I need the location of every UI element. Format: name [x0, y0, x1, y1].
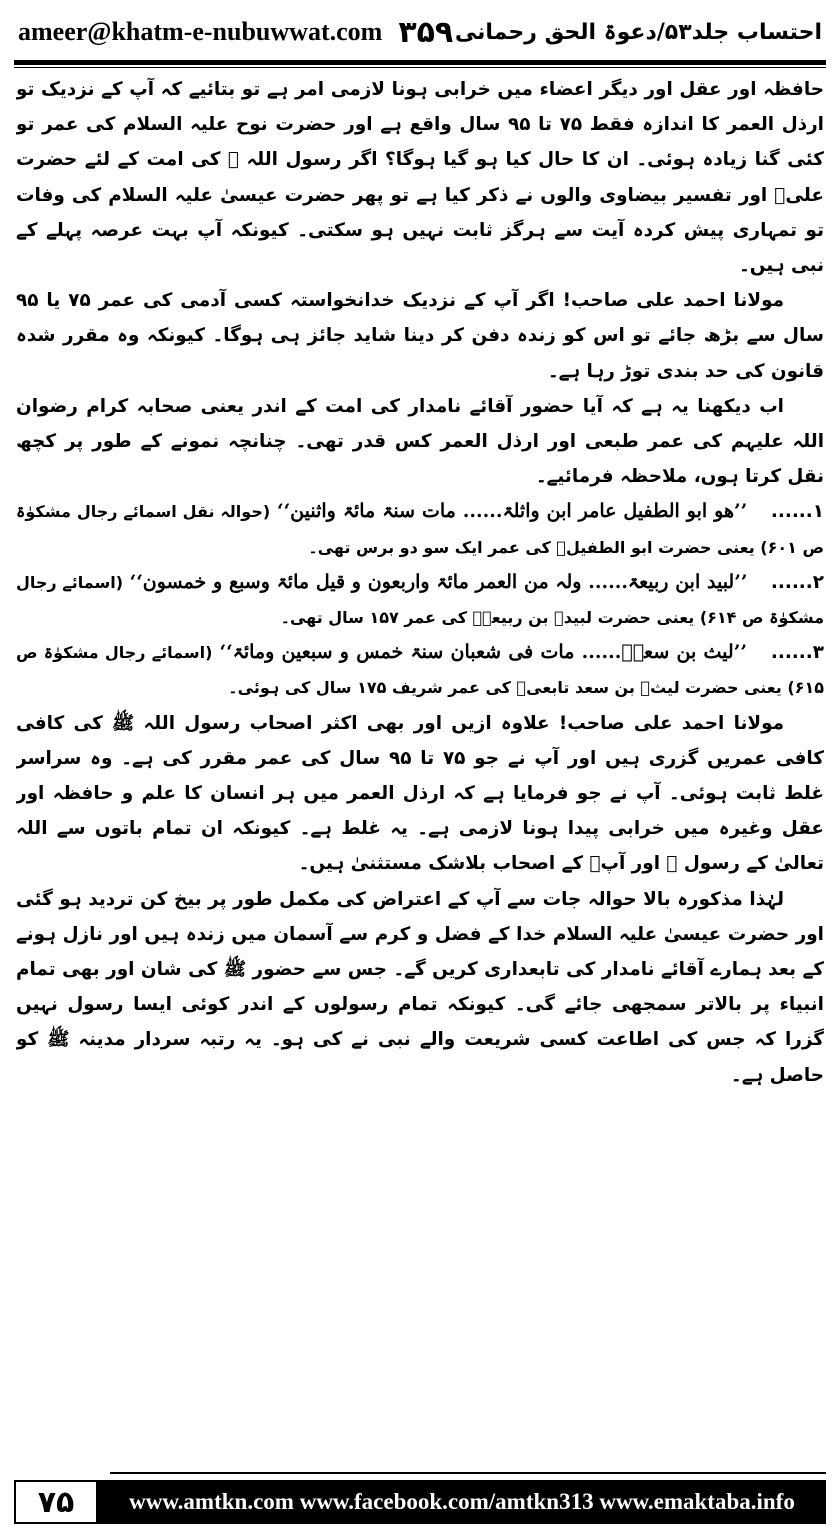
header-left — [18, 15, 453, 50]
reference-arabic: ’’لیث بن سعدؓ...... مات فی شعبان سنۃ خمس و سبعین ومائۃ‘‘ — [219, 641, 747, 664]
reference-3 — [16, 635, 824, 705]
footer-rule — [110, 1472, 826, 1474]
reference-arabic: ’’لبید ابن ربیعۃ...... ولہ من العمر مائۃ واربعون و قیل مائۃ وسبع و خمسون‘‘ — [129, 570, 748, 593]
header-rule-thick — [14, 60, 826, 65]
header-rule-thin — [14, 67, 826, 68]
reference-number: ۱...... — [770, 501, 824, 523]
reference-note: (حوالہ نقل اسمائے رجال مشکوٰۃ ص ۶۰۱) یعنی حضرت ابو الطفیلؓ کی عمر ایک سو دو برس تھی۔ — [16, 502, 824, 557]
reference-1 — [16, 494, 824, 564]
running-title: احتساب جلد۵۳/دعوۃ الحق رحمانی — [454, 19, 822, 45]
reference-number: ۲...... — [770, 571, 824, 593]
footer-links[interactable]: www.amtkn.com www.facebook.com/amtkn313 www.emaktaba.info — [98, 1480, 826, 1524]
header-email[interactable]: ameer@khatm-e-nubuwwat.com — [18, 17, 383, 46]
paragraph-3: اب دیکھنا یہ ہے کہ آیا حضور آقائے نامدار کی امت کے اندر یعنی صحابہ کرام رضوان اللہ علیہم کی عمر طبعی اور ارذل العمر کس قدر تھی۔ چنانچہ نمونے کے طور پر کچھ نقل کرتا ہوں، ملاحظہ فرمائیے۔ — [16, 395, 824, 488]
reference-2 — [16, 565, 824, 635]
reference-note: (اسمائے رجال مشکوٰۃ ص ۶۱۵) یعنی حضرت لیثؓ بن سعد تابعیؒ کی عمر شریف ۱۷۵ سال کی ہوئی۔ — [16, 643, 824, 698]
reference-number: ۳...... — [770, 642, 824, 664]
paragraph-5: لہٰذا مذکورہ بالا حوالہ جات سے آپ کے اعتراض کی مکمل طور پر بیخ کن تردید ہو گئی اور حضرت عیسیٰ علیہ السلام خدا کے فضل و کرم سے آسمان میں زندہ ہیں اور نازل ہونے کے بعد ہمارے آقائے نامدار کی تابعداری کریں گے۔ جس سے حضور ﷺ کی شان اور بھی تمام انبیاء پر بالاتر سمجھی جائے گی۔ کیونکہ تمام رسولوں کے اندر کوئی ایسا رسول نہیں گزرا کہ جس کی اطاعت کسی شریعت والے نبی نے کی ہو۔ یہ رتبہ سردار مدینہ ﷺ کو حاصل ہے۔ — [16, 888, 824, 1086]
reference-note: (اسمائے رجال مشکوٰۃ ص ۶۱۴) یعنی حضرت لبیدؓ بن ربیعہؓ کی عمر ۱۵۷ سال تھی۔ — [16, 572, 824, 628]
footer-number: ۷۵ — [14, 1480, 98, 1524]
reference-arabic: ’’ھو ابو الطفیل عامر ابن واثلۃ...... مات سنۃ مائۃ واثنین‘‘ — [276, 500, 748, 523]
page-header — [18, 10, 822, 54]
paragraph-2: مولانا احمد علی صاحب! اگر آپ کے نزدیک خدانخواستہ کسی آدمی کی عمر ۷۵ یا ۹۵ سال سے بڑھ جائے تو اس کو زندہ دفن کر دینا شاید جائز ہی ہوگا۔ کیونکہ وہ مقرر شدہ قانون کی حد بندی توڑ رہا ہے۔ — [16, 290, 824, 382]
page-footer — [14, 1480, 826, 1524]
paragraph-1: حافظہ اور عقل اور دیگر اعضاء میں خرابی ہونا لازمی امر ہے تو بتائیے کہ آپ کے نزدیک تو ارذل العمر کا اندازہ فقط ۷۵ تا ۹۵ سال واقع ہے اور حضرت نوح علیہ السلام کی عمر تو کئی گنا زیادہ ہوئی۔ ان کا حال کیا ہو گیا ہوگا؟ اگر رسول اللہ ﷺ کی امت کے لئے حضرت علیؓ اور تفسیر بیضاوی والوں نے ذکر کیا ہے تو پھر حضرت عیسیٰ علیہ السلام کی وفات تو تمہاری پیش کردہ آیت سے ہرگز ثابت نہیں ہو سکتی۔ کیونکہ آپ بہت عرصہ پہلے کے نبی ہیں۔ — [16, 79, 824, 277]
paragraph-4: مولانا احمد علی صاحب! علاوہ ازیں اور بھی اکثر اصحاب رسول اللہ ﷺ کی کافی کافی عمریں گزری ہیں اور آپ نے جو ۷۵ تا ۹۵ سال کی عمر مقرر کی ہے۔ وہ سراسر غلط ثابت ہوئی۔ آپ نے جو فرمایا ہے کہ ارذل العمر میں ہر انسان کا علم و حافظہ اور عقل وغیرہ میں خرابی پیدا ہونا لازمی ہے۔ یہ غلط ہے۔ کیونکہ ان تمام باتوں سے اللہ تعالیٰ کے رسول ﷺ اور آپؐ کے اصحاب بلاشک مستثنیٰ ہیں۔ — [16, 712, 824, 875]
page-number: ۳۵۹ — [398, 14, 454, 50]
page-body — [16, 72, 824, 1450]
